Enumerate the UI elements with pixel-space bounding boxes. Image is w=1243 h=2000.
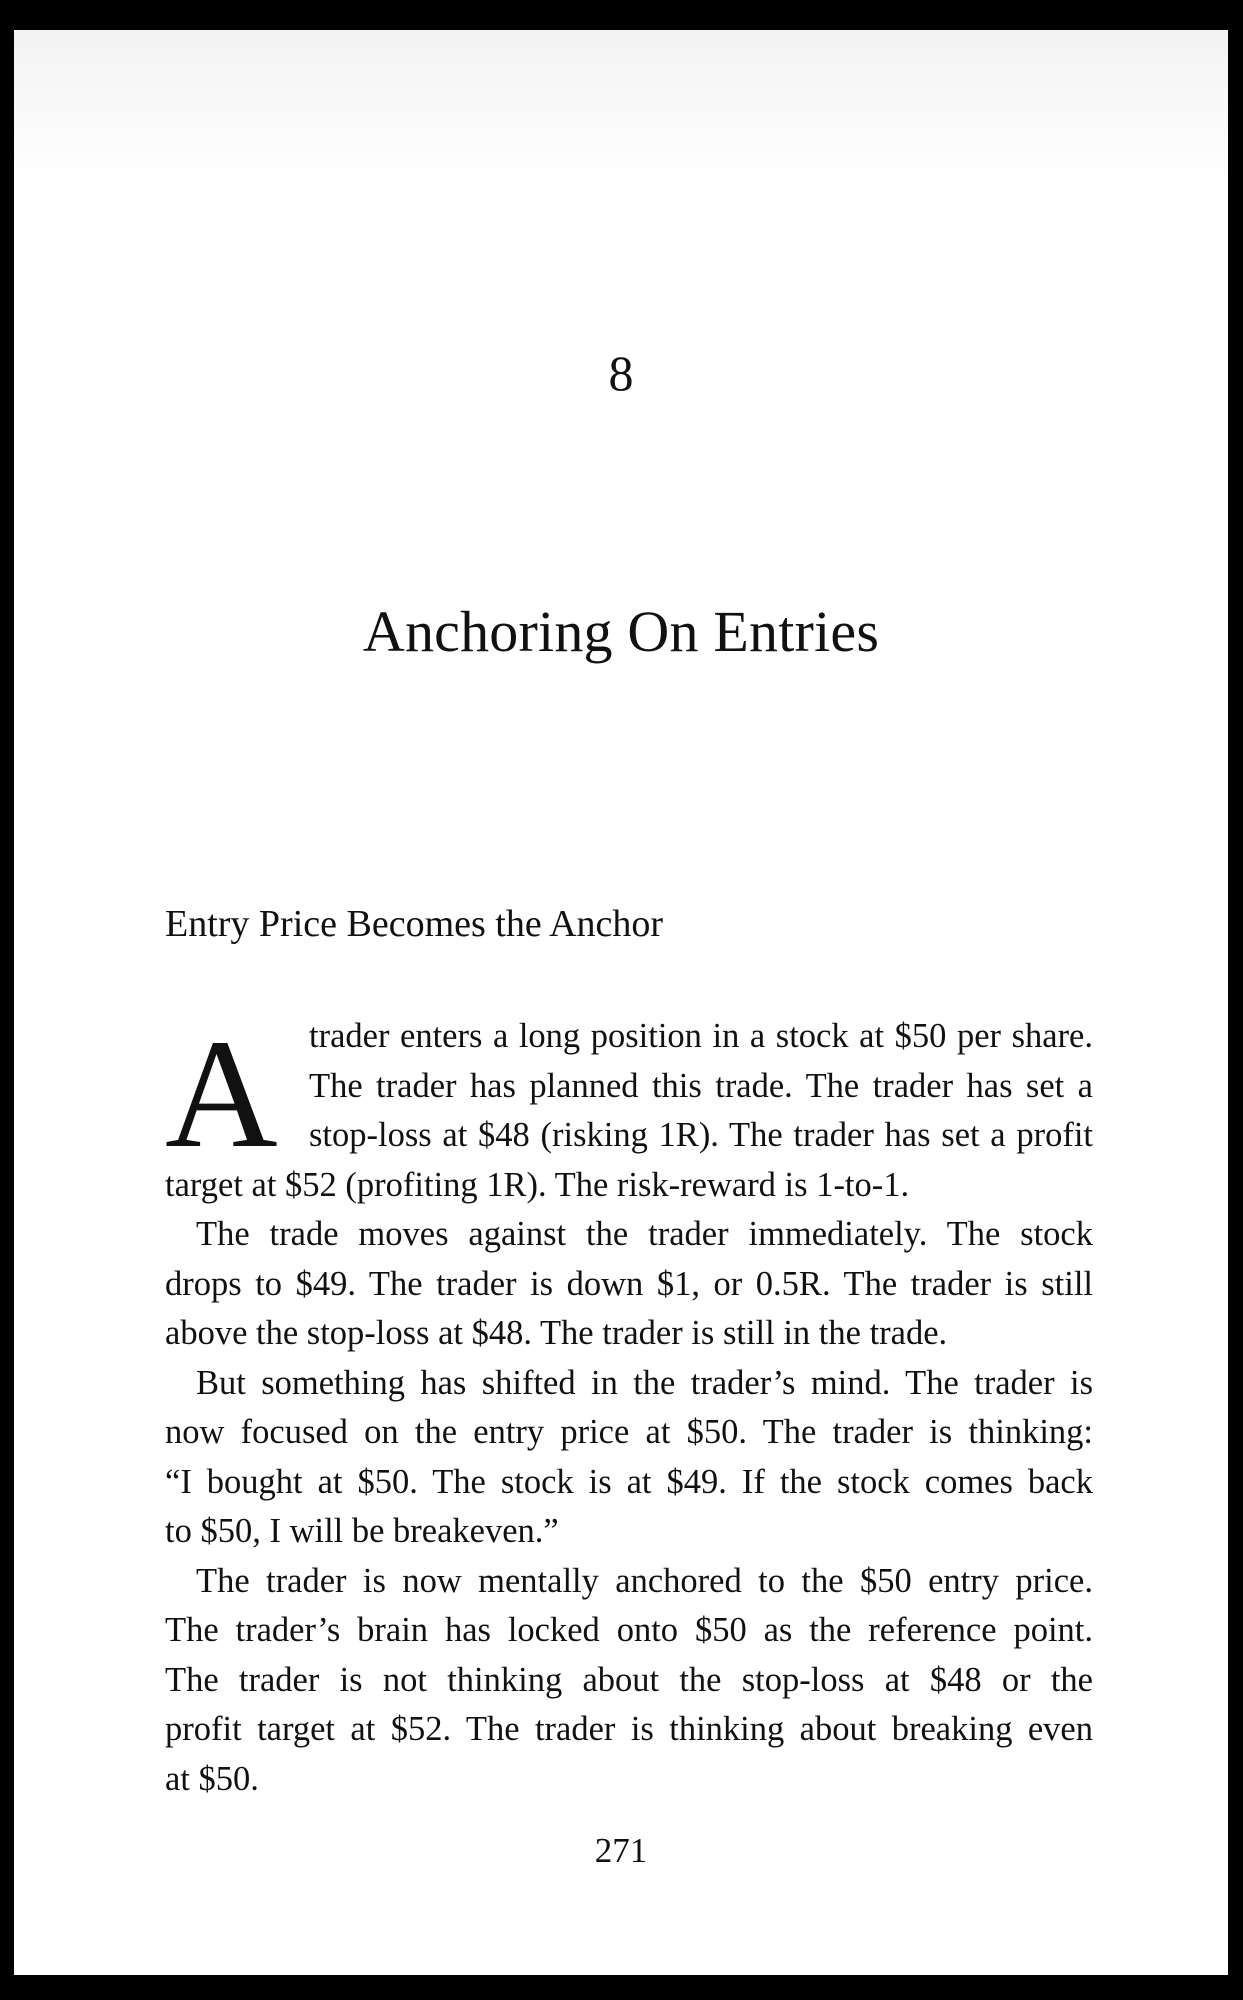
page-top-shade [14,30,1228,180]
drop-cap: A [165,1007,278,1180]
paragraph-line: drops to $49. The trader is down $1, or 0.5R. The trader is still [165,1264,1093,1303]
paragraph-line: now focused on the entry price at $50. The trader is thinking: [165,1413,1093,1451]
paragraph-line: trader enters a long position in a stock at $50 per share. [309,1017,1093,1055]
page-number: 271 [594,1831,648,1870]
paragraph-line: But something has shifted in the trader’s mind. The trader is [196,1363,1093,1402]
book-page [14,30,1228,1975]
paragraph-line: at $50. [165,1759,259,1798]
chapter-number: 8 [608,345,634,401]
paragraph-line: The trader is not thinking about the stop-loss at $48 or the [165,1660,1093,1699]
paragraph-2 [165,1210,1093,1359]
paragraph-line: The trader has planned this trade. The trader has set a [309,1066,1093,1105]
paragraph-line: profit target at $52. The trader is thinking about breaking even [165,1710,1093,1748]
chapter-title: Anchoring On Entries [362,599,880,664]
paragraph-line: “I bought at $50. The stock is at $49. If the stock comes back [165,1462,1093,1501]
paragraph-line: stop-loss at $48 (risking 1R). The trader has set a profit [309,1116,1093,1154]
paragraph-line: above the stop-loss at $48. The trader is still in the trade. [165,1314,948,1352]
section-heading: Entry Price Becomes the Anchor [165,903,664,945]
paragraph-3 [165,1359,1093,1557]
paragraph-line: to $50, I will be breakeven.” [165,1512,559,1550]
paragraph-1 [165,1007,1093,1210]
paragraph-line: The trader’s brain has locked onto $50 as the reference point. [165,1611,1093,1649]
paragraph-4 [165,1557,1093,1805]
paragraph-line: The trade moves against the trader immediately. The stock [196,1215,1093,1253]
body-text [165,1007,1093,1804]
paragraph-line: target at $52 (profiting 1R). The risk-reward is 1-to-1. [165,1165,910,1204]
paragraph-line: The trader is now mentally anchored to the $50 entry price. [196,1561,1093,1600]
